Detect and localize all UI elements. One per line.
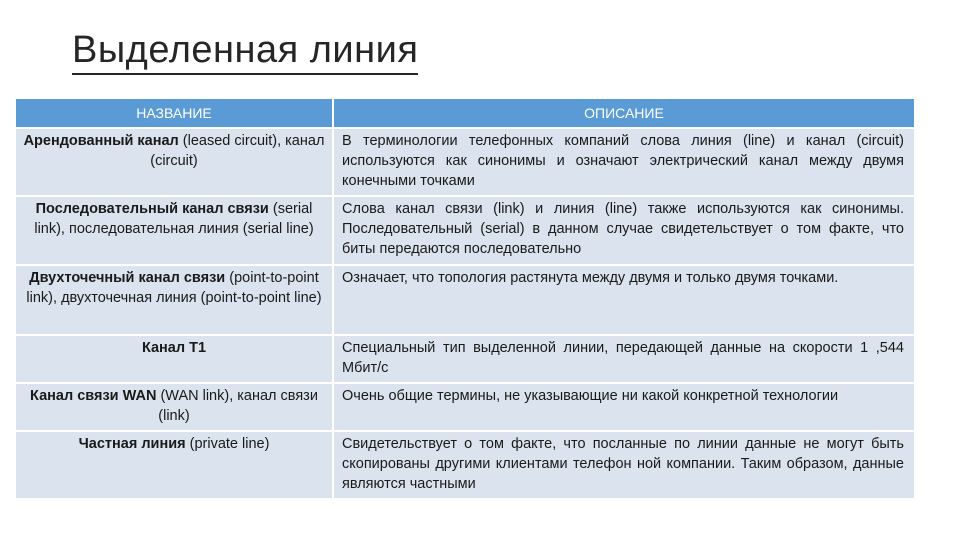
term-rest: (serial link), последовательная линия (serial line) [34, 201, 314, 237]
table-row [16, 129, 914, 195]
term-rest: (WAN link), канал связи (link) [156, 388, 318, 424]
term-bold: Двухточечный канал связи [29, 270, 226, 286]
description-cell: Свидетельствует о том факте, что посланные по линии данные не могут быть скопированы другими клиентами телефон ной компании. Таким образом, данные являются частными [334, 432, 914, 498]
term-cell [16, 384, 334, 430]
description-cell: Очень общие термины, не указывающие ни какой конкретной технологии [334, 384, 914, 430]
term-bold: Последовательный канал связи [35, 201, 269, 217]
term-rest: (private line) [185, 436, 270, 452]
table-header-row [16, 99, 914, 127]
description-cell: В терминологии телефонных компаний слова линия (line) и канал (circuit) используются как синонимы и означают электрический канал между двумя конечными точками [334, 129, 914, 195]
table-row [16, 384, 914, 430]
description-cell: Специальный тип выделенной линии, передающей данные на скорости 1 ,544 Мбит/с [334, 336, 914, 382]
page-title: Выделенная линия [72, 28, 418, 75]
column-header-name: НАЗВАНИЕ [16, 99, 334, 127]
term-bold: Частная линия [78, 436, 186, 452]
table-row [16, 197, 914, 264]
dedicated-line-table [16, 97, 914, 500]
term-rest: (leased circuit), канал (circuit) [150, 133, 325, 169]
description-cell: Означает, что топология растянута между двумя и только двумя точками. [334, 266, 914, 334]
term-cell [16, 129, 334, 195]
table-row [16, 336, 914, 382]
term-bold: Канал Т1 [141, 340, 207, 356]
term-bold: Канал связи WAN [30, 388, 157, 404]
table-row [16, 432, 914, 498]
column-header-description: ОПИСАНИЕ [334, 99, 914, 127]
term-bold: Арендованный канал [23, 133, 179, 149]
term-cell [16, 336, 334, 382]
term-cell [16, 432, 334, 498]
term-cell [16, 197, 334, 264]
term-cell [16, 266, 334, 334]
term-rest: (point-to-point link), двухточечная линия (point-to-point line) [26, 270, 322, 306]
table-row [16, 266, 914, 334]
description-cell: Слова канал связи (link) и линия (line) также используются как синонимы. Последовательный (serial) в данном случае свидетельствует о том факте, что биты передаются последовательно [334, 197, 914, 264]
